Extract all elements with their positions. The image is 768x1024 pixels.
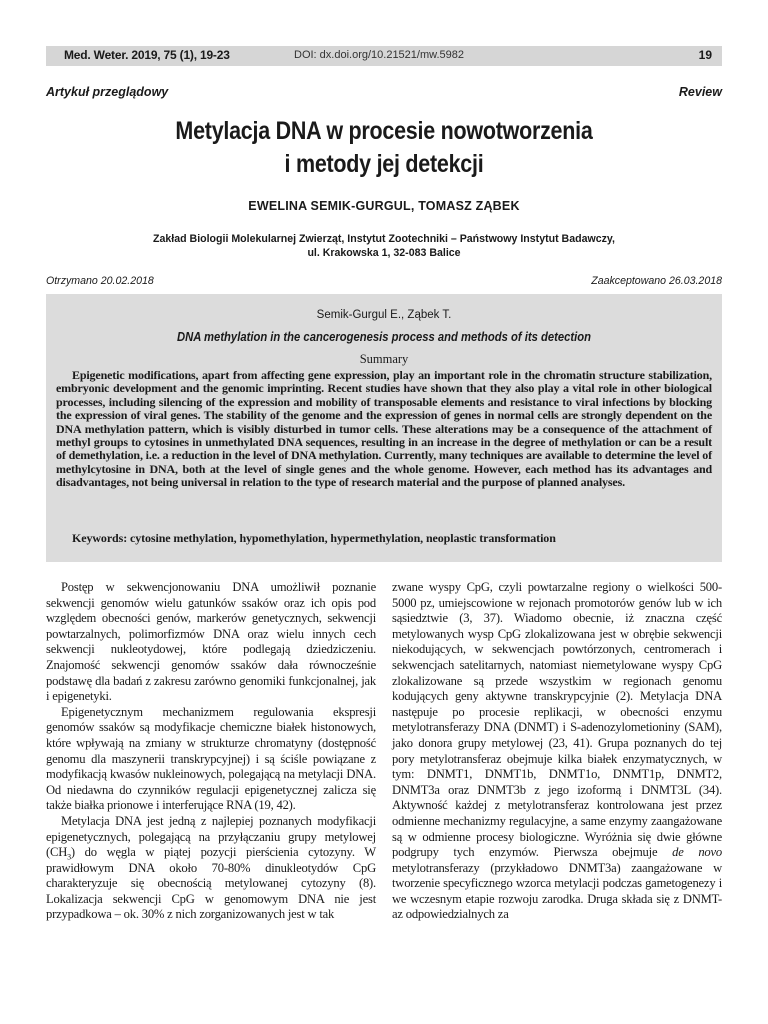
affiliation-line1: Zakład Biologii Molekularnej Zwierząt, Instytut Zootechniki – Państwowy Instytut Badawczy, [153, 233, 615, 245]
abstract-authors: Semik-Gurgul E., Ząbek T. [316, 309, 452, 321]
paragraph-text: zwane wyspy CpG, czyli powtarzalne regiony o wielkości 500-5000 pz, umiejscowione w rejonach promotorów genów lub w ich sąsiedztwie (3, 37). Wiadomo obecnie, iż znaczna część metylowanych wysp CpG zlokalizowana jest w obrębie sekwencji niekodujących, w sekwencjach powtórzonych, centromerach i sekwencjach satelitarnych, natomiast niemetylowane wyspy CpG zlokalizowane są przede wszystkim w regionach genomu kodujących geny aktywne transkrypcyjnie (2). Metylacja DNA następuje po procesie replikacji, w obecności enzymu metylotransferazy DNA (DNMT) i S-adenozylometioniny (SAM), jako donora grupy metylowej (23, 41). Grupa poznanych do tej pory metylotransferaz obejmuje kilka białek enzymatycznych, w tym: DNMT1, DNMT1b, DNMT1o, DNMT1p, DNMT2, DNMT3a oraz DNMT3b z jego izoformą i DNMT3L (34). Aktywność każdej z metylotransferaz kontrolowana jest przez odmienne mechanizmy regulacyjne, a same enzymy zaangażowane są w odmienne procesy biologiczne. Wyróżnia się dwie główne podgrupy tych enzymów. Pierwsza obejmuje [392, 580, 722, 860]
body-column-left [46, 580, 376, 923]
paragraph-text: metylotransferazy (przykładowo DNMT3a) zaangażowane w tworzenie specyficznego wzorca metylacji podczas gametogenezy i we wczesnym etapie rozwoju zarodka. Druga składa się z DNMT-az odpowiedzialnych za [392, 860, 722, 922]
body-paragraph [46, 814, 376, 923]
body-column-right [392, 580, 722, 923]
keywords: Keywords: cytosine methylation, hypomethylation, hypermethylation, neoplastic transformation [72, 531, 556, 545]
article-type-polish: Artykuł przeglądowy [46, 85, 169, 99]
abstract-title: DNA methylation in the cancerogenesis process and methods of its detection [176, 330, 592, 344]
running-header [46, 46, 722, 66]
abstract-box [46, 294, 722, 562]
body-paragraph: Postęp w sekwencjonowaniu DNA umożliwił poznanie sekwencji genomów wielu gatunków ssaków oraz ich opis pod względem obecności genów, markerów genetycznych, sekwencji powtarzalnych, polimorfizmów DNA oraz wielu innych cech sekwencji nukleotydowej, które podlegają dziedziczeniu. Znajomość sekwencji genomów ssaków dała równocześnie podstawę dla badań z zakresu zarówno genomiki funkcjonalnej, jak i epigenetyki. [46, 580, 376, 704]
article-title-line1: Metylacja DNA w procesie nowotworzenia [175, 117, 593, 145]
affiliation-line2: ul. Krakowska 1, 32-083 Balice [307, 247, 461, 259]
paragraph-text: Metylacja DNA jest jedną z najlepiej poznanych modyfikacji epigenetycznych, polegającą na przyłączaniu grupy metylowej (CH [46, 813, 376, 860]
article-type-english: Review [678, 85, 722, 99]
subscript: 3 [67, 852, 71, 862]
journal-citation: Med. Weter. 2019, 75 (1), 19-23 [64, 48, 230, 62]
body-paragraph [392, 580, 722, 923]
page-number: 19 [698, 48, 712, 62]
received-date: Otrzymano 20.02.2018 [46, 275, 154, 287]
authors: EWELINA SEMIK-GURGUL, TOMASZ ZĄBEK [248, 199, 520, 213]
summary-heading: Summary [359, 352, 409, 366]
abstract-text: Epigenetic modifications, apart from affecting gene expression, play an important role in the chromatin structure stabilization, embryonic development and the genomic imprinting. Recent studies have shown that they also play a vital role in other biological processes, including silencing of the expression and mobility of transposable elements and resistance to viral infections by blocking the expression of viral genes. The stability of the genome and the expression of genes in normal cells are strongly dependent on the DNA methylation pattern, which is visibly disturbed in tumor cells. These alterations may be a consequence of the attachment of methyl groups to cytosines in unmethylated DNA sequences, resulting in an increase in the degree of methylation or can be a result of demethylation, i.e. a reduction in the level of DNA methylation. Currently, many techniques are available to determine the level of methylcytosine in DNA, both at the level of single genes and the whole genome. However, each method has its advantages and disadvantages, not being universal in relation to the type of research material and the purpose of planned analyses. [56, 368, 712, 490]
paragraph-text: ) do węgla w piątej pozycji pierścienia cytozyny. W prawidłowym DNA około 70-80% dinukleotydów CpG charakteryzuje się obecnością metylowanej cytozyny (8). Lokalizacja sekwencji CpG w genomowym DNA nie jest przypadkowa – ok. 30% z nich zorganizowanych jest w tak [46, 845, 376, 922]
italic-term: de novo [672, 845, 723, 860]
body-paragraph: Epigenetycznym mechanizmem regulowania ekspresji genomów ssaków są modyfikacje chemiczne białek histonowych, które wpływają na zmiany w strukturze chromatyny (dostępność genomu dla maszynerii transkrypcyjnej) i są ściśle powiązane z modyfikacją kwasów nukleinowych, polegającą na metylacji DNA. Od niedawna do czynników regulacji epigenetycznej zalicza się także białka prionowe i interferujące RNA (19, 42). [46, 704, 376, 813]
doi-link[interactable]: DOI: dx.doi.org/10.21521/mw.5982 [294, 49, 464, 61]
article-title-line2: i metody jej detekcji [284, 150, 484, 178]
accepted-date: Zaakceptowano 26.03.2018 [591, 275, 722, 287]
